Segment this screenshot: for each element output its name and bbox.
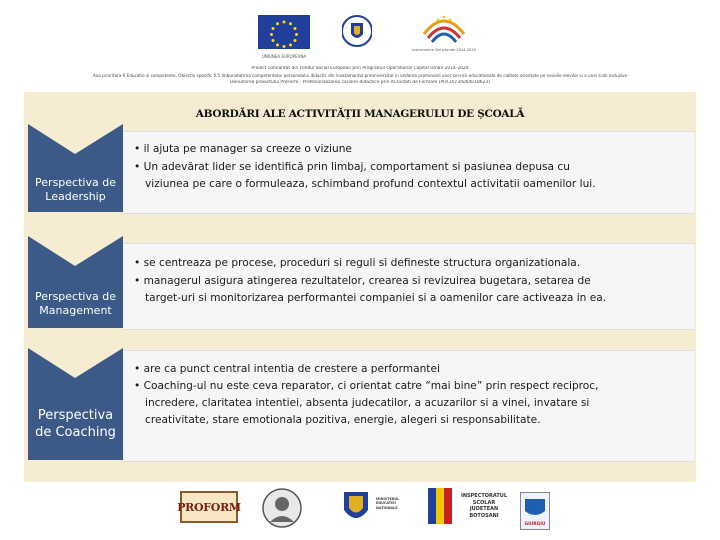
ministry-logo-text: MINISTERUL EDUCATIEI NATIONALE <box>376 497 400 510</box>
romania-coat-of-arms-logo <box>340 488 372 528</box>
government-coat-of-arms-logo <box>342 14 372 48</box>
proform-logo: PROFORM <box>180 491 238 523</box>
coaching-bullet-2-cont-2: creativitate, stare emotionala pozitiva, energie, alegeri si responsabilitate. <box>145 414 541 426</box>
programme-logo-label: Instrumente Structurale 2014-2020 <box>412 48 476 52</box>
header <box>0 0 720 92</box>
section-label-leadership: Perspectiva de Leadership <box>35 176 116 203</box>
management-bullet-2: • managerul asigura atingerea rezultatelor, crearea si revizuirea bugetara, setarea de <box>134 275 591 287</box>
coaching-bullet-2: • Coaching-ul nu este ceva reparator, ci orientat catre “mai bine” prin respect reciproc, <box>134 380 599 392</box>
structural-instruments-logo <box>420 12 468 48</box>
leadership-bullet-1: • il ajuta pe manager sa creeze o viziune <box>134 143 352 155</box>
section-label-management: Perspectiva de Management <box>35 289 116 317</box>
isj-flag-logo <box>424 486 456 528</box>
management-bullet-2-cont: target-uri si monitorizarea performantei companiei si a oamenilor care activeaza in ea. <box>145 292 607 304</box>
portrait-medallion-logo <box>262 488 302 528</box>
isj-logo-text: INSPECTORATUL SCOLAR JUDETEAN BOTOSANI <box>460 493 508 519</box>
giurgiu-logo-text: GIURGIU <box>524 522 546 527</box>
project-line-2: Axa prioritara 6 Educatie si competente, Obiectiv specific 6.5 Imbunatatirea competentelor personalului didactic din invatamantul preuniversitar in vederea promovarii unor servicii educationale de calitate orientate pe nevoile elevilor si a unei scoli incluzive <box>92 73 628 78</box>
eu-flag-logo <box>258 15 310 51</box>
project-line-3: Denumirea proiectului ProForm - Profesionalizarea carierei didactice prin ACtivitati de Formare (POCU/73/6/6/6/18623) <box>230 80 490 85</box>
slide-title: ABORDĂRI ALE ACTIVITĂȚII MANAGERULUI DE ȘCOALĂ <box>195 108 525 120</box>
section-label-coaching: Perspectiva de Coaching <box>35 408 116 440</box>
leadership-bullet-2: • Un adevărat lider se identifică prin limbaj, comportament si pasiunea depusa cu <box>134 161 570 173</box>
coaching-bullet-1: • are ca punct central intentia de crestere a performantei <box>134 363 440 375</box>
giurgiu-emblem-icon <box>521 495 549 519</box>
project-line-1: Proiect cofinantat din Fondul Social European prin Programul Operational Capital Uman 2014-2020 <box>251 66 469 71</box>
leadership-bullet-2-cont: viziunea pe care o formuleaza, schimband profund contextul activitatii oamenilor lui. <box>145 178 596 190</box>
coaching-bullet-2-cont-1: incredere, claritatea intentiei, absenta judecatilor, a acuzarilor si a vinei, invatare si <box>145 397 590 409</box>
giurgiu-badge-logo <box>520 492 550 530</box>
eu-logo-label: UNIUNEA EUROPEANA <box>261 54 307 59</box>
management-bullet-1: • se centreaza pe procese, proceduri si reguli si defineste structura organizationala. <box>134 257 581 269</box>
